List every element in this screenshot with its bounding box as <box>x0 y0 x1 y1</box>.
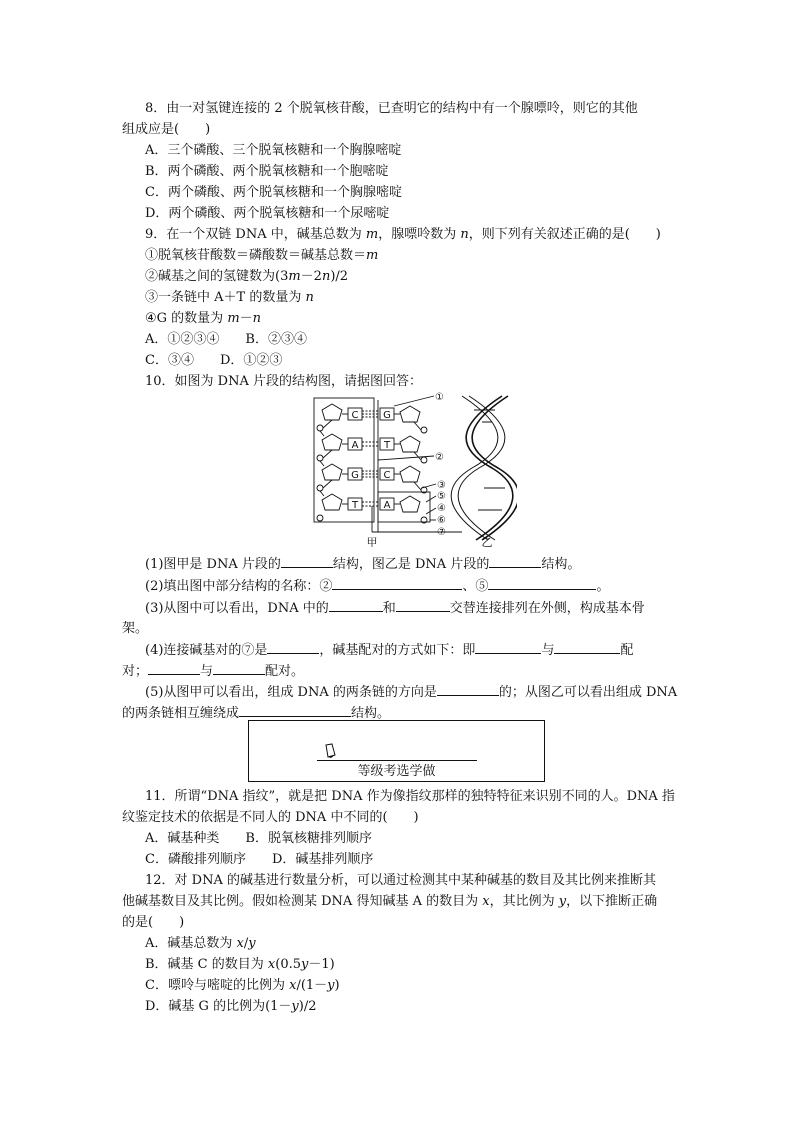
q8-stem-line1: 8．由一对氢键连接的 2 个脱氧核苷酸，已查明它的结构中有一个腺嘌呤，则它的其他 <box>145 101 638 116</box>
q9-options-cd[interactable]: C．③④ D．①②③ <box>145 353 283 368</box>
answer-blank[interactable] <box>489 555 541 568</box>
var-x: x <box>482 894 490 909</box>
stem-text: ，以下推断正确 <box>566 894 658 909</box>
statement-text: ④G 的数量为 <box>145 311 228 326</box>
marker-1: ① <box>435 392 444 403</box>
base-letter: G <box>383 410 391 421</box>
base-letter: C <box>383 470 391 481</box>
part-text: (5)从图甲可以看出，组成 DNA 的两条链的方向是 <box>145 685 437 700</box>
option-text: ) <box>334 978 340 993</box>
q9-statement-3 <box>145 289 314 307</box>
q12-option-c[interactable] <box>145 977 340 995</box>
q9-statement-4 <box>145 310 261 328</box>
stem-text: ，其比例为 <box>489 894 559 909</box>
marker-2: ② <box>435 452 444 463</box>
answer-blank[interactable] <box>329 599 383 612</box>
q10-stem: 10．如图为 DNA 片段的结构图，请据图回答： <box>145 374 422 389</box>
var-y: y <box>558 894 567 909</box>
banner-title: 等级考选学做 <box>357 764 436 779</box>
part-text: (3)从图中可以看出，DNA 中的 <box>145 601 329 616</box>
answer-blank[interactable] <box>281 555 333 568</box>
option-text: (0.5 <box>275 957 301 972</box>
base-letter: A <box>351 440 359 451</box>
answer-blank[interactable] <box>488 577 596 590</box>
q12-stem-line2 <box>122 893 657 911</box>
hydrogen-bonds <box>362 411 380 506</box>
var-m: m <box>365 227 379 242</box>
var-y: y <box>301 957 309 972</box>
q9-stem-part: 9．在一个双链 DNA 中，碱基总数为 <box>145 227 366 242</box>
answer-blank[interactable] <box>554 641 620 654</box>
option-text: B．碱基 C 的数目为 <box>145 957 268 972</box>
option-text: / <box>243 936 249 951</box>
part-text: 、⑤ <box>462 579 489 594</box>
var-y: y <box>327 978 335 993</box>
part-text: 结构，图乙是 DNA 片段的 <box>332 557 490 572</box>
q8-option-c[interactable]: C．两个磷酸、两个脱氧核糖和一个胸腺嘧啶 <box>145 185 402 200</box>
marker-5: ⑤ <box>437 491 446 502</box>
q12-option-a[interactable] <box>145 935 256 953</box>
q9-stem-part: ，腺嘌呤数为 <box>378 227 461 242</box>
q9-options-ab[interactable]: A．①②③④ B．②③④ <box>145 332 307 347</box>
part-text: 配对。 <box>265 664 305 679</box>
answer-blank[interactable] <box>267 641 319 654</box>
var-m: m <box>288 269 301 284</box>
left-backbone <box>317 404 348 521</box>
part-text: 与 <box>541 643 555 658</box>
base-letter: G <box>351 470 359 481</box>
base-letter: C <box>351 410 359 421</box>
var-n: n <box>460 227 469 242</box>
q8-option-a[interactable]: A．三个磷酸、三个脱氧核糖和一个胸腺嘧啶 <box>145 143 402 158</box>
part-text: 。 <box>596 579 610 594</box>
part-text: 结构。 <box>351 706 391 721</box>
var-x: x <box>267 957 276 972</box>
var-x: x <box>289 978 297 993</box>
base-letter: T <box>383 440 391 451</box>
statement-text: ②碱基之间的氢键数为(3 <box>145 269 289 284</box>
figure-label-yi: 乙 <box>481 536 493 547</box>
marker-3: ③ <box>437 480 446 491</box>
part-text: 交替连接排列在外侧，构成基本骨 <box>449 601 645 616</box>
option-text: D．碱基 G 的比例为(1－ <box>145 999 292 1014</box>
q10-part4-cont <box>122 662 304 681</box>
base-letter: A <box>383 500 391 511</box>
answer-blank[interactable] <box>332 577 462 590</box>
option-text: －1) <box>308 957 335 972</box>
q10-part3-cont: 架。 <box>122 621 149 636</box>
option-text: /(1－ <box>296 978 328 993</box>
marker-6: ⑥ <box>437 515 446 526</box>
section-banner <box>248 720 545 782</box>
var-x: x <box>236 936 244 951</box>
part-text: 的两条链相互缠绕成 <box>122 706 240 721</box>
q9-stem-part: ，则下列有关叙述正确的是( ) <box>468 227 661 242</box>
var-n: n <box>252 311 262 326</box>
q12-stem-line1: 12．对 DNA 的碱基进行数量分析，可以通过检测其中某种碱基的数目及其比例来推断其 <box>145 873 656 888</box>
q10-part5 <box>145 683 677 702</box>
double-helix <box>451 396 517 540</box>
q9-statement-2 <box>145 268 348 286</box>
q8-option-d[interactable]: D．两个磷酸、两个脱氧核糖和一个尿嘧啶 <box>145 206 390 221</box>
option-text: C．嘌呤与嘧啶的比例为 <box>145 978 290 993</box>
base-letter: T <box>351 500 359 511</box>
part-text: 与 <box>200 664 214 679</box>
part-text: 结构。 <box>541 557 581 572</box>
q10-part4 <box>145 641 633 660</box>
answer-blank[interactable] <box>437 683 499 696</box>
part-text: 对； <box>122 664 149 679</box>
statement-text: ③一条链中 A＋T 的数量为 <box>145 290 306 305</box>
option-text: A．碱基总数为 <box>145 936 237 951</box>
q8-option-b[interactable]: B．两个磷酸、两个脱氧核糖和一个胞嘧啶 <box>145 164 389 179</box>
q8-stem-line2: 组成应是( ) <box>122 122 211 137</box>
dna-structure-figure <box>312 392 517 547</box>
marker-4: ④ <box>437 503 446 514</box>
answer-blank[interactable] <box>475 641 541 654</box>
q12-option-b[interactable] <box>145 956 335 974</box>
q12-option-d[interactable] <box>145 998 317 1016</box>
pencil-icon <box>323 743 337 759</box>
answer-blank[interactable] <box>148 662 200 675</box>
option-text: )/2 <box>298 999 317 1014</box>
part-text: (2)填出图中部分结构的名称：② <box>145 579 333 594</box>
q10-part3 <box>145 599 645 618</box>
var-m: m <box>366 248 379 263</box>
part-text: 配 <box>620 643 634 658</box>
part-text: 的；从图乙可以看出组成 DNA <box>498 685 678 700</box>
var-m: m <box>227 311 240 326</box>
var-n: n <box>321 269 331 284</box>
q11-stem-line2: 纹鉴定技术的依据是不同人的 DNA 中不同的( ) <box>122 810 419 825</box>
q10-part2 <box>145 577 609 596</box>
var-n: n <box>305 290 314 305</box>
statement-text: ①脱氧核苷酸数＝磷酸数＝碱基总数＝ <box>145 248 367 263</box>
q11-stem-line1: 11．所谓“DNA 指纹”，就是把 DNA 作为像指纹那样的独特特征来识别不同的人。DNA 指 <box>145 789 675 804</box>
answer-blank[interactable] <box>396 599 450 612</box>
q9-stem <box>145 226 661 244</box>
part-text: ，碱基配对的方式如下：即 <box>319 643 476 658</box>
banner-divider <box>317 760 477 761</box>
part-text: 和 <box>382 601 396 616</box>
var-y: y <box>291 999 299 1014</box>
q12-stem-line3: 的是( ) <box>122 915 185 930</box>
part-text: (4)连接碱基对的⑦是 <box>145 643 268 658</box>
statement-text: )/2 <box>330 269 349 284</box>
q10-part1 <box>145 555 580 574</box>
answer-blank[interactable] <box>213 662 265 675</box>
part-text: (1)图甲是 DNA 片段的 <box>145 557 281 572</box>
figure-label-jia: 甲 <box>366 536 378 547</box>
marker-7: ⑦ <box>437 527 446 538</box>
statement-text: －2 <box>300 269 322 284</box>
q9-statement-1 <box>145 247 378 265</box>
var-y: y <box>248 936 256 951</box>
q11-options-cd[interactable]: C．磷酸排列顺序 D．碱基排列顺序 <box>145 852 374 867</box>
answer-blank[interactable] <box>239 704 351 717</box>
statement-text: － <box>239 311 253 326</box>
stem-text: 他碱基数目及其比例。假如检测某 DNA 得知碱基 A 的数目为 <box>122 894 483 909</box>
q11-options-ab[interactable]: A．碱基种类 B．脱氧核糖排列顺序 <box>145 831 372 846</box>
right-backbone <box>394 406 427 523</box>
